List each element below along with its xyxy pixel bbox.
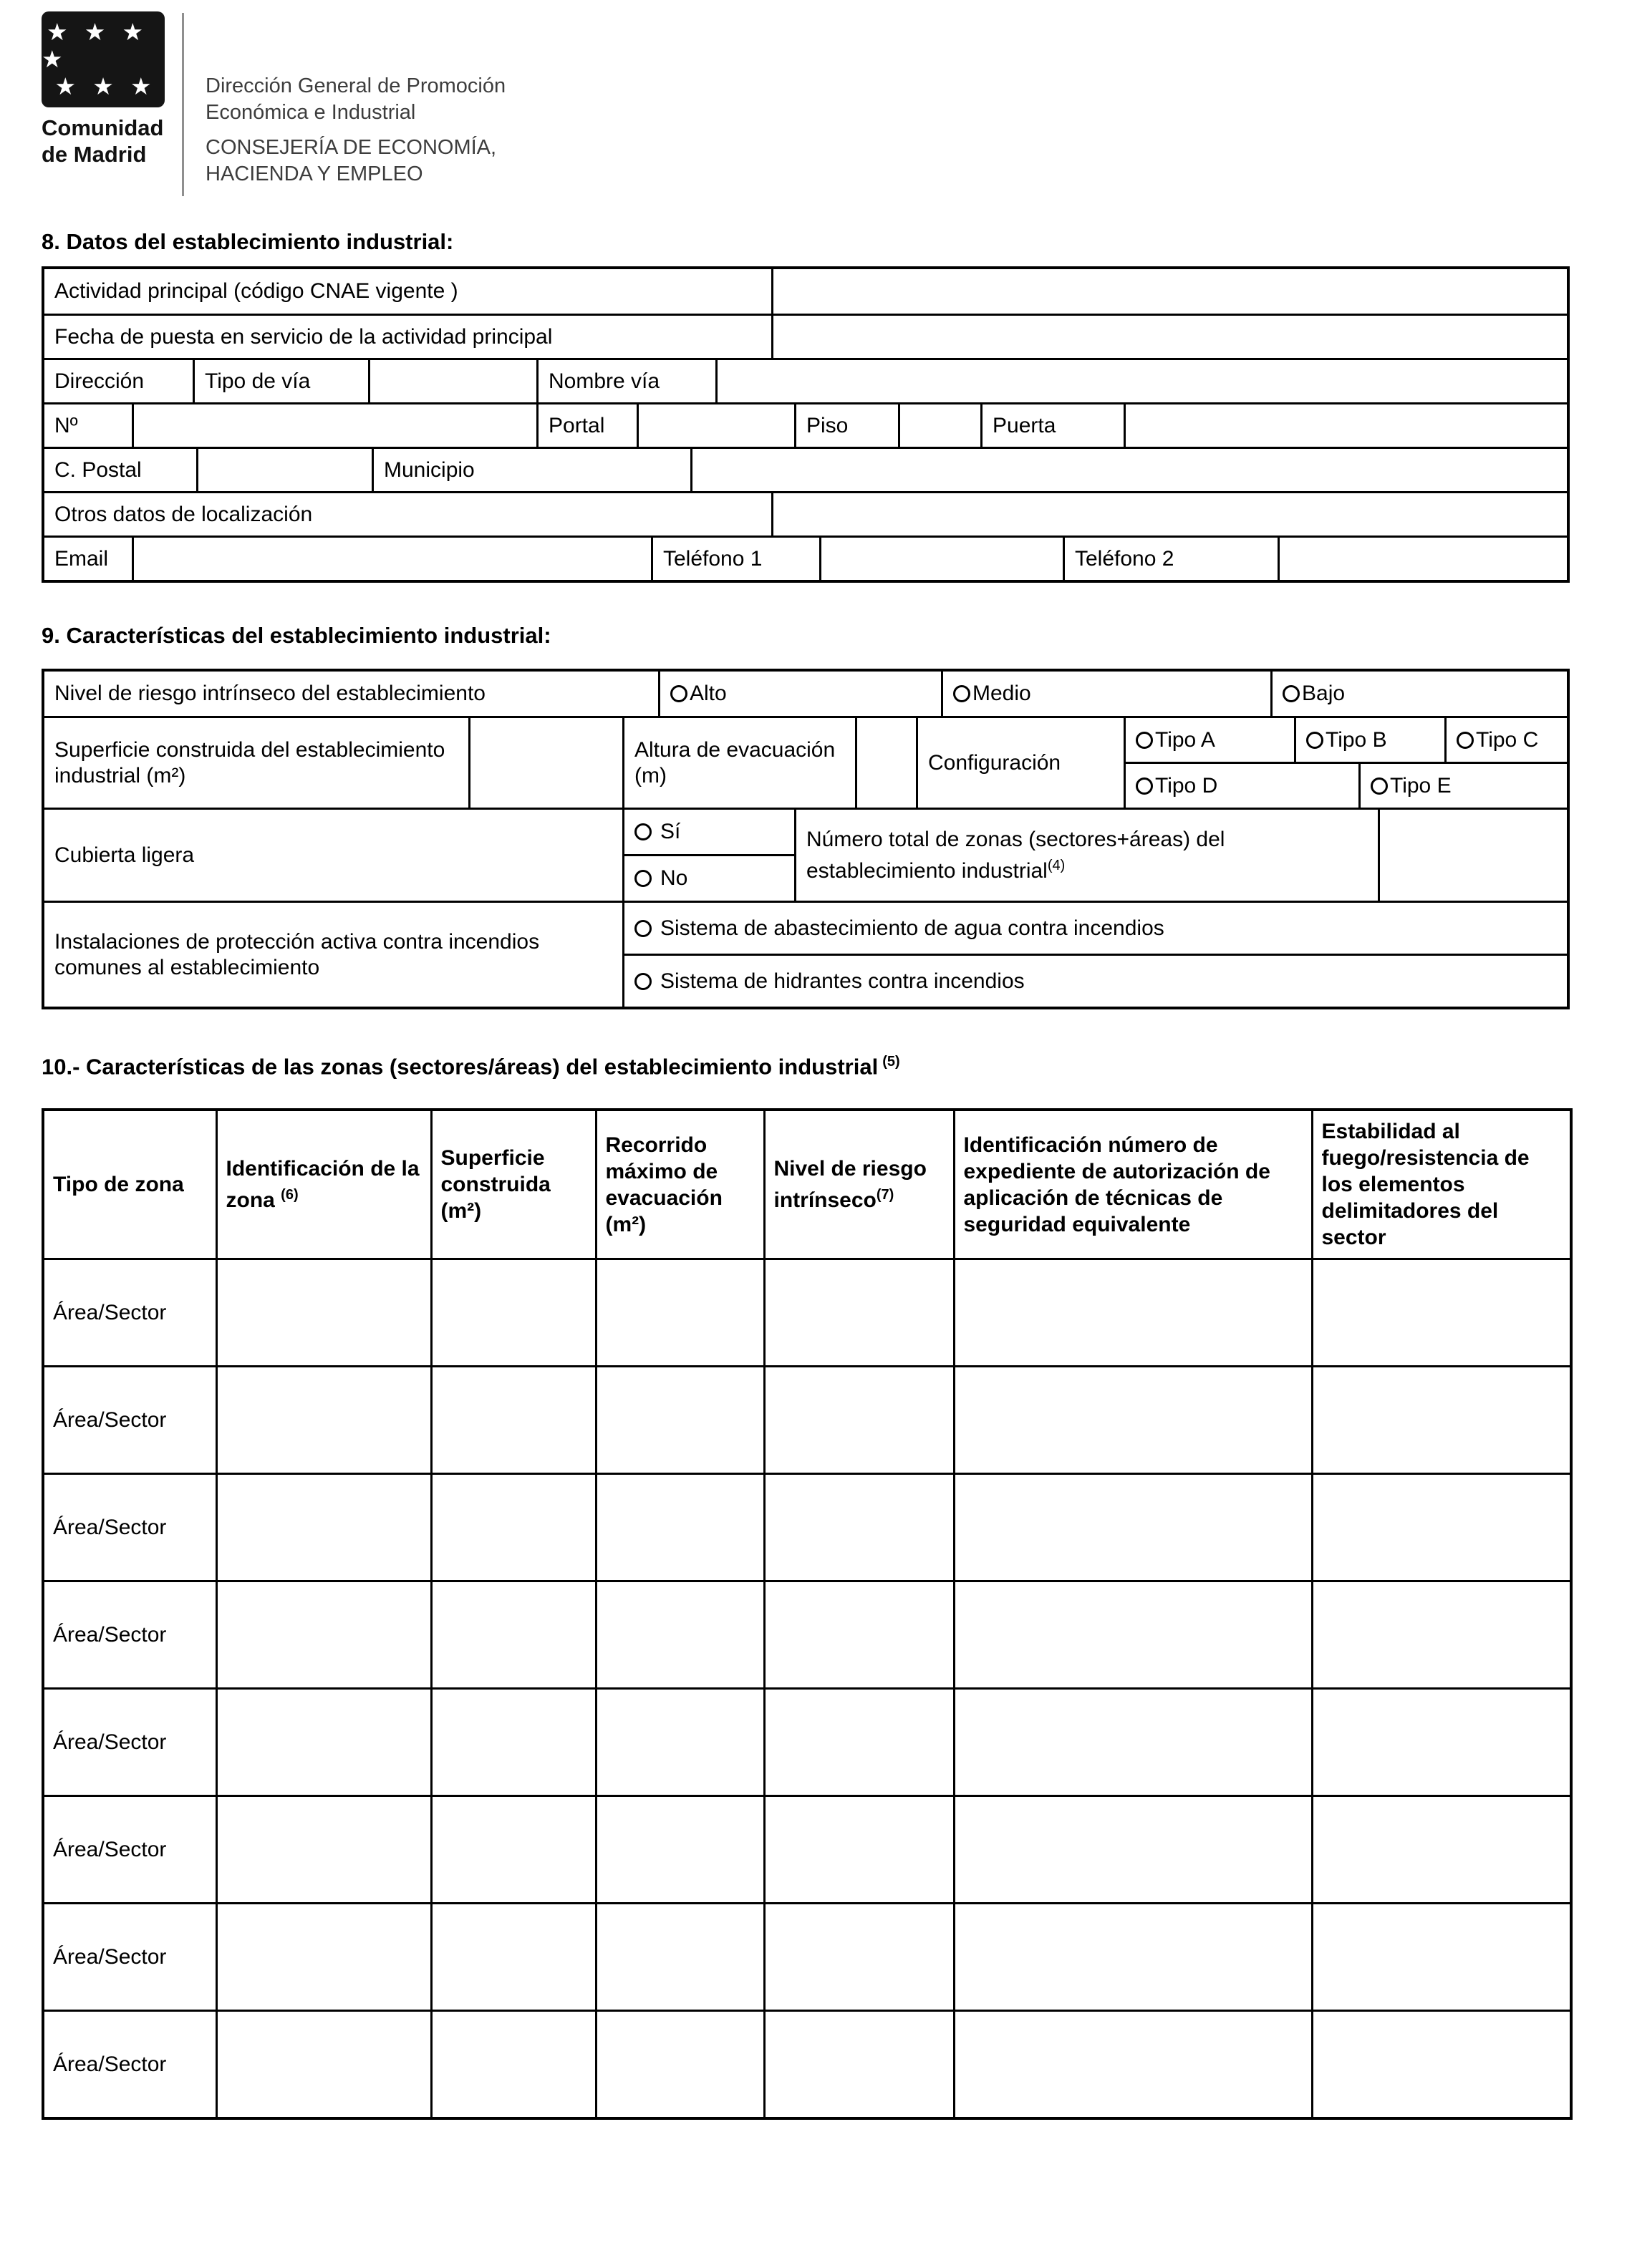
telefono1-field[interactable]: [819, 538, 1063, 580]
zone-field-cell[interactable]: [764, 1796, 954, 1904]
header-divider: [182, 13, 184, 196]
consejeria-line1: CONSEJERÍA DE ECONOMÍA,: [206, 136, 497, 159]
brand-name: [42, 115, 165, 168]
radio-abastecimiento[interactable]: [634, 920, 652, 937]
department-line2: Económica e Industrial: [206, 101, 416, 124]
zone-row: [43, 2011, 1571, 2118]
zone-field-cell[interactable]: [764, 1581, 954, 1689]
zone-field-cell[interactable]: [764, 1259, 954, 1367]
zone-row: [43, 1259, 1571, 1367]
zone-type-cell: Área/Sector: [43, 1367, 216, 1474]
zone-field-cell[interactable]: [954, 1474, 1312, 1581]
direccion-label: Dirección: [54, 369, 145, 393]
radio-tipo-b[interactable]: [1306, 732, 1323, 749]
tipo-via-label: Tipo de vía: [193, 360, 368, 402]
radio-tipo-a-label: Tipo A: [1155, 727, 1215, 752]
opcion-hidrantes: [624, 956, 1567, 1007]
radio-tipo-e[interactable]: [1371, 777, 1388, 795]
zones-header-row: [43, 1110, 1571, 1259]
num-zonas-label: [794, 810, 1378, 901]
zone-type-cell: Área/Sector: [43, 1796, 216, 1904]
instalaciones-label: Instalaciones de protección activa contra incendios comunes al establecimiento: [54, 929, 540, 979]
municipio-label: Municipio: [372, 449, 690, 491]
piso-field[interactable]: [898, 404, 980, 447]
section10-title: [42, 1054, 1570, 1080]
fecha-label: Fecha de puesta en servicio de la actividad principal: [54, 324, 553, 349]
zone-row: [43, 1904, 1571, 2011]
department-name: [206, 73, 506, 126]
opcion-alto: [658, 672, 941, 716]
col-recorrido-evacuacion: [596, 1110, 764, 1259]
opcion-tipo-e: [1358, 764, 1567, 808]
zone-field-cell[interactable]: [596, 1367, 764, 1474]
zone-field-cell[interactable]: [216, 1367, 431, 1474]
no-row: [624, 854, 794, 901]
zone-field-cell[interactable]: [1312, 1474, 1571, 1581]
col-tipo-zona: [43, 1110, 216, 1259]
num-zonas-sup: (4): [1047, 857, 1066, 873]
radio-no-label: No: [660, 866, 688, 890]
zone-field-cell[interactable]: [1312, 1904, 1571, 2011]
zone-field-cell[interactable]: [596, 1904, 764, 2011]
zone-type-cell: Área/Sector: [43, 1474, 216, 1581]
zone-field-cell[interactable]: [596, 1474, 764, 1581]
opcion-tipo-c: [1444, 718, 1567, 762]
piso-label: Piso: [794, 404, 898, 447]
radio-tipo-c[interactable]: [1457, 732, 1474, 749]
section10-title-text: 10.- Características de las zonas (sectores/áreas) del establecimiento industrial: [42, 1054, 879, 1080]
puerta-field[interactable]: [1124, 404, 1567, 447]
numero-label: Nº: [54, 413, 78, 437]
zone-field-cell[interactable]: [764, 1367, 954, 1474]
zone-field-cell[interactable]: [954, 1367, 1312, 1474]
col-tipo-zona-text: Tipo de zona: [53, 1173, 184, 1197]
radio-tipo-d-label: Tipo D: [1155, 773, 1218, 798]
col-identificacion-text: Identificación de la zona: [226, 1157, 420, 1213]
col-superficie-text: Superficie construida (m²): [440, 1146, 551, 1223]
zone-field-cell[interactable]: [216, 1689, 431, 1796]
comunidad-madrid-flag-logo: [42, 11, 165, 107]
zone-field-cell[interactable]: [216, 1581, 431, 1689]
row-nivel-riesgo: [44, 672, 1567, 716]
zone-field-cell[interactable]: [216, 2011, 431, 2118]
zone-field-cell[interactable]: [954, 2011, 1312, 2118]
zone-field-cell[interactable]: [954, 1796, 1312, 1904]
row-superficie-configuracion: [44, 716, 1567, 808]
altura-field[interactable]: [855, 718, 916, 808]
zone-field-cell[interactable]: [1312, 1259, 1571, 1367]
opcion-tipo-a: [1126, 718, 1294, 762]
col-nivel-riesgo-text: Nivel de riesgo intrínseco: [773, 1157, 927, 1213]
row-instalaciones: [44, 901, 1567, 1007]
col-nivel-riesgo: [764, 1110, 954, 1259]
zone-type-cell: Área/Sector: [43, 1259, 216, 1367]
col-identificacion-zona: [216, 1110, 431, 1259]
radio-bajo[interactable]: [1283, 685, 1300, 702]
zone-field-cell[interactable]: [431, 1474, 596, 1581]
row-contacto: [44, 536, 1567, 580]
radio-abastecimiento-label: Sistema de abastecimiento de agua contra incendios: [660, 916, 1164, 940]
zone-field-cell[interactable]: [596, 1689, 764, 1796]
tipos-row-2: [1126, 762, 1567, 808]
opcion-medio: [941, 672, 1270, 716]
zone-row: [43, 1474, 1571, 1581]
zone-type-cell: Área/Sector: [43, 1581, 216, 1689]
radio-si-label: Sí: [660, 820, 681, 843]
telefono2-label: Teléfono 2: [1063, 538, 1278, 580]
page-header: [42, 11, 1570, 196]
otros-datos-label: Otros datos de localización: [54, 502, 313, 526]
row-numero: [44, 402, 1567, 447]
si-no-stack: [622, 810, 794, 901]
num-zonas-text: Número total de zonas (sectores+áreas) del establecimiento industrial$^{(4)}$: [806, 827, 1225, 883]
zone-field-cell[interactable]: [954, 1581, 1312, 1689]
row-otros-datos: [44, 491, 1567, 536]
zone-field-cell[interactable]: [216, 1259, 431, 1367]
col-estabilidad-text: Estabilidad al fuego/resistencia de los elementos delimitadores del sector: [1321, 1120, 1530, 1250]
radio-medio[interactable]: [953, 685, 970, 702]
zone-field-cell[interactable]: [216, 1474, 431, 1581]
otros-datos-field[interactable]: [771, 493, 1567, 536]
c-postal-field[interactable]: [196, 449, 372, 491]
col-expediente-text: Identificación número de expediente de autorización de aplicación de técnicas de seguridad equivalente: [963, 1133, 1270, 1236]
telefono1-label: Teléfono 1: [651, 538, 819, 580]
opcion-si: [624, 810, 794, 854]
fecha-field[interactable]: [771, 316, 1567, 358]
zone-field-cell[interactable]: [216, 1796, 431, 1904]
zone-row: [43, 1689, 1571, 1796]
radio-tipo-d[interactable]: [1136, 777, 1153, 795]
zone-field-cell[interactable]: [431, 1904, 596, 2011]
nombre-via-field[interactable]: [715, 360, 1567, 402]
consejeria-name: [206, 135, 506, 188]
zone-field-cell[interactable]: [431, 1689, 596, 1796]
zone-field-cell[interactable]: [1312, 1689, 1571, 1796]
col-nivel-riesgo-sup: (7): [876, 1187, 894, 1203]
section9-table: [42, 669, 1570, 1009]
zone-field-cell[interactable]: [1312, 1581, 1571, 1689]
section8-title: 8. Datos del establecimiento industrial:: [42, 229, 454, 254]
municipio-field[interactable]: [690, 449, 1567, 491]
configuracion-label: Configuración: [916, 718, 1124, 808]
num-zonas-field[interactable]: [1378, 810, 1567, 901]
col-superficie-construida: [431, 1110, 596, 1259]
zone-field-cell[interactable]: [596, 1259, 764, 1367]
row-actividad: [44, 269, 1567, 314]
tipo-via-field[interactable]: [368, 360, 536, 402]
consejeria-line2: HACIENDA Y EMPLEO: [206, 163, 423, 185]
zone-field-cell[interactable]: [1312, 1796, 1571, 1904]
zone-field-cell[interactable]: [1312, 1367, 1571, 1474]
nombre-via-label: Nombre vía: [536, 360, 715, 402]
zone-type-cell: Área/Sector: [43, 2011, 216, 2118]
logo-stars-bottom-icon: ★ ★ ★: [54, 73, 157, 100]
portal-label: Portal: [536, 404, 637, 447]
section9-title: 9. Características del establecimiento industrial:: [42, 623, 551, 648]
c-postal-label: C. Postal: [54, 457, 142, 482]
superficie-label: Superficie construida del establecimiento industrial (m²): [54, 737, 445, 788]
zone-row: [43, 1796, 1571, 1904]
radio-tipo-c-label: Tipo C: [1476, 727, 1539, 752]
zone-field-cell[interactable]: [431, 2011, 596, 2118]
row-fecha: [44, 314, 1567, 358]
opcion-abastecimiento: [624, 903, 1567, 954]
radio-bajo-label: Bajo: [1302, 682, 1346, 705]
zone-field-cell[interactable]: [431, 1367, 596, 1474]
opcion-tipo-b: [1294, 718, 1444, 762]
radio-tipo-e-label: Tipo E: [1390, 773, 1452, 798]
department-line1: Dirección General de Promoción: [206, 74, 506, 97]
zone-field-cell[interactable]: [431, 1796, 596, 1904]
hidrantes-row: [624, 954, 1567, 1007]
instalaciones-stack: [622, 903, 1567, 1007]
zone-field-cell[interactable]: [596, 2011, 764, 2118]
zone-type-cell: Área/Sector: [43, 1689, 216, 1796]
si-row: [624, 810, 794, 854]
telefono2-field[interactable]: [1278, 538, 1567, 580]
tipos-stack: [1124, 718, 1567, 808]
zone-field-cell[interactable]: [954, 1259, 1312, 1367]
zone-field-cell[interactable]: [431, 1581, 596, 1689]
logo-stars-top-icon: ★ ★ ★ ★: [42, 19, 149, 72]
col-estabilidad-fuego: [1312, 1110, 1571, 1259]
zone-row: [43, 1581, 1571, 1689]
brand-line1: Comunidad: [42, 115, 164, 140]
row-postal-municipio: [44, 447, 1567, 491]
radio-tipo-b-label: Tipo B: [1326, 727, 1387, 752]
nivel-riesgo-label: Nivel de riesgo intrínseco del establecimiento: [54, 682, 486, 705]
section10-title-sup: (5): [882, 1054, 900, 1070]
logo-block: [42, 11, 165, 168]
zone-field-cell[interactable]: [596, 1796, 764, 1904]
radio-alto[interactable]: [670, 685, 687, 702]
col-expediente: [954, 1110, 1312, 1259]
radio-medio-label: Medio: [972, 682, 1031, 705]
tipos-row-1: [1126, 718, 1567, 762]
portal-field[interactable]: [637, 404, 794, 447]
zones-table-body: [43, 1259, 1571, 2118]
col-identificacion-sup: (6): [281, 1187, 299, 1203]
row-cubierta-zonas: [44, 808, 1567, 901]
zone-field-cell[interactable]: [954, 1689, 1312, 1796]
radio-si[interactable]: [634, 823, 652, 840]
radio-tipo-a[interactable]: [1136, 732, 1153, 749]
actividad-field[interactable]: [771, 269, 1567, 314]
department-block: [206, 11, 506, 188]
altura-label: Altura de evacuación (m): [622, 718, 855, 808]
section8-table: [42, 266, 1570, 583]
radio-no[interactable]: [634, 870, 652, 887]
zone-field-cell[interactable]: [216, 1904, 431, 2011]
radio-alto-label: Alto: [690, 682, 727, 705]
zone-type-cell: Área/Sector: [43, 1904, 216, 2011]
radio-hidrantes-label: Sistema de hidrantes contra incendios: [660, 969, 1025, 993]
zone-field-cell[interactable]: [431, 1259, 596, 1367]
col-recorrido-text: Recorrido máximo de evacuación (m²): [605, 1133, 723, 1236]
zone-field-cell[interactable]: [1312, 2011, 1571, 2118]
zone-field-cell[interactable]: [764, 1474, 954, 1581]
cubierta-label: Cubierta ligera: [54, 843, 195, 867]
puerta-label: Puerta: [980, 404, 1124, 447]
email-field[interactable]: [132, 538, 651, 580]
radio-hidrantes[interactable]: [634, 973, 652, 990]
actividad-label: Actividad principal (código CNAE vigente ): [54, 279, 458, 303]
zone-field-cell[interactable]: [764, 2011, 954, 2118]
opcion-bajo: [1270, 672, 1567, 716]
zone-row: [43, 1367, 1571, 1474]
zone-field-cell[interactable]: [764, 1904, 954, 2011]
zone-field-cell[interactable]: [596, 1581, 764, 1689]
opcion-tipo-d: [1126, 764, 1358, 808]
superficie-field[interactable]: [468, 718, 622, 808]
zones-table: [42, 1108, 1573, 2120]
brand-line2: de Madrid: [42, 142, 147, 167]
abastecimiento-row: [624, 903, 1567, 954]
opcion-no: [624, 856, 794, 901]
zone-field-cell[interactable]: [954, 1904, 1312, 2011]
zone-field-cell[interactable]: [764, 1689, 954, 1796]
row-direccion: [44, 358, 1567, 402]
email-label: Email: [54, 546, 109, 571]
numero-field[interactable]: [132, 404, 536, 447]
